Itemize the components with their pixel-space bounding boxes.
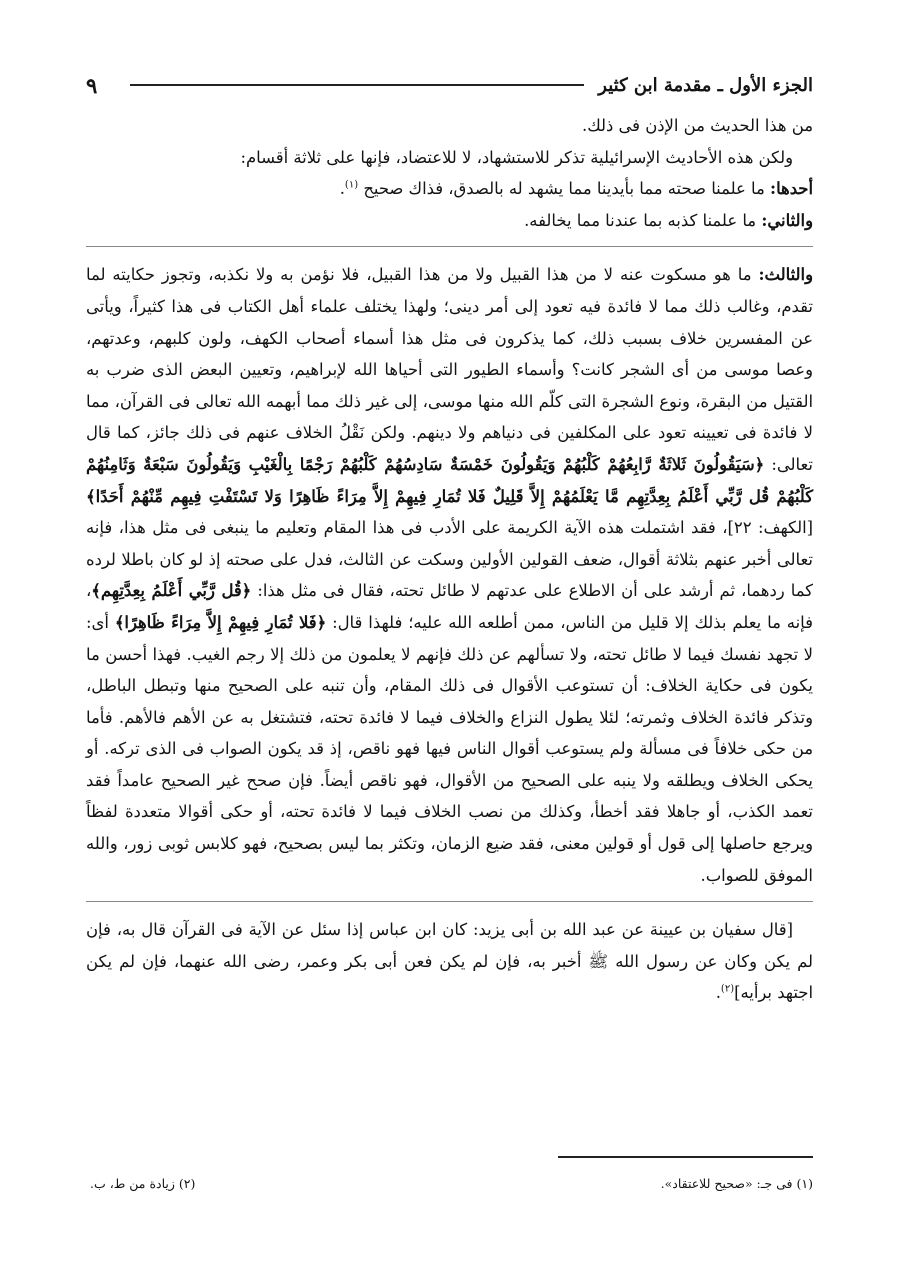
quran-verse-excerpt-2: ﴿فَلا تُمَارِ فِيهِمْ إِلاَّ مِرَاءً ظَاهِرًا﴾ — [114, 612, 327, 632]
paragraph-first-category — [86, 173, 813, 205]
second-category-label: والثاني: — [761, 210, 813, 230]
first-category-end: . — [339, 179, 345, 199]
running-head — [86, 70, 813, 100]
third-category-text-a: ما هو مسكوت عنه لا من هذا القبيل ولا من هذا القبيل، فلا نؤمن به ولا نكذبه، وتجوز حكايته لما تقدم، وغالب ذلك مما لا فائدة فيه تعود إلى أمر دينى؛ ولهذا يختلف علماء أهل الكتاب فى هذا كثيراً، ويأتى عن المفسرين خلاف بسبب ذلك، كما يذكرون فى مثل هذا أسماء أصحاب الكهف، ولون كلبهم، وعدتهم، وعصا موسى من أى الشجر كانت؟ وأسماء الطيور التى أحياها الله لإبراهيم، وتعيين البعض الذى ضرب به القتيل من البقرة، ونوع الشجرة التى كلّم الله منها موسى، إلى غير ذلك مما أبهمه الله تعالى فى القرآن، مما لا فائدة فى تعيينه تعود على المكلفين فى دنياهم ولا دينهم. ولكن نَقْلُ الخلاف عنهم فى ذلك جائز، كما قال تعالى: — [86, 265, 813, 474]
first-category-text: ما علمنا صحته مما بأيدينا مما يشهد له بالصدق، فذاك صحيح — [358, 179, 771, 199]
footnote-rule — [558, 1156, 813, 1158]
sufyan-quote-text: [قال سفيان بن عيينة عن عبد الله بن أبى يزيد: كان ابن عباس إذا سئل عن الآية فى القرآن قال به، فإن لم يكن وكان عن رسول الله ﷺ أخبر به، فإن لم يكن فعن أبى بكر وعمر، رضى الله عنهما، فإن لم يكن اجتهد برأيه] — [86, 920, 813, 1003]
footnotes — [90, 1176, 813, 1191]
footnote-1: (١) فى جـ: «صحيح للاعتقاد». — [660, 1176, 813, 1191]
paragraph-third-category — [86, 259, 813, 891]
third-category-label: والثالث: — [758, 265, 813, 285]
paragraph-continuation: من هذا الحديث من الإذن فى ذلك. — [581, 116, 813, 135]
quran-verse-kahf-22: ﴿سَيَقُولُونَ ثَلاثَةٌ رَّابِعُهُمْ كَلْبُهُمْ وَيَقُولُونَ خَمْسَةٌ سَادِسُهُمْ كَلْبُهُمْ رَجْمًا بِالْغَيْبِ وَيَقُولُونَ سَبْعَةٌ وَثَامِنُهُمْ كَلْبُهُمْ قُل رَّبِّي أَعْلَمُ بِعِدَّتِهِم مَّا يَعْلَمُهُمْ إِلاَّ قَلِيلٌ فَلا تُمَارِ فِيهِمْ إِلاَّ مِرَاءً ظَاهِرًا وَلا تَسْتَفْتِ فِيهِم مِّنْهُمْ أَحَدًا﴾ — [86, 454, 813, 506]
section-divider — [86, 246, 813, 247]
third-category-text-c: ، فإنه ما يعلم بذلك إلا قليل من الناس، ممن أطلعه الله عليه؛ فلهذا قال: — [86, 581, 813, 632]
third-category-text-b: [الكهف: ٢٢]، فقد اشتملت هذه الآية الكريمة على الأدب فى هذا المقام وتعليم ما ينبغى فى مثل هذا، فإنه تعالى أخبر عنهم بثلاثة أقوال، ضعف القولين الأولين وسكت عن الثالث، فدل على صحته إذ لو كان باطلا لرده كما ردهما، ثم أرشد على أن الاطلاع على عدتهم لا طائل تحته، فقال فى مثل هذا: — [86, 518, 814, 601]
paragraph-second-category — [86, 205, 813, 237]
page-number: ٩ — [86, 72, 98, 98]
footnote-2: (٢) زيادة من ط، ب. — [90, 1176, 196, 1191]
running-title: الجزء الأول ـ مقدمة ابن كثير — [598, 74, 813, 96]
quran-verse-excerpt-1: ﴿قُل رَّبِّي أَعْلَمُ بِعِدَّتِهِم﴾ — [91, 581, 252, 601]
footnote-ref-2[interactable]: (٢) — [720, 983, 735, 995]
second-category-text: ما علمنا كذبه بما عندنا مما يخالفه. — [524, 210, 762, 230]
first-category-label: أحدها: — [770, 179, 813, 199]
body-text — [86, 110, 813, 1009]
sufyan-quote-end: . — [715, 983, 721, 1003]
paragraph-sufyan-quote — [86, 914, 813, 1009]
paragraph-intro: ولكن هذه الأحاديث الإسرائيلية تذكر للاستشهاد، لا للاعتضاد، فإنها على ثلاثة أقسام: — [240, 147, 793, 167]
header-rule — [130, 84, 584, 86]
section-divider — [86, 901, 813, 902]
third-category-text-d: أى: لا تجهد نفسك فيما لا طائل تحته، ولا تسألهم عن ذلك فإنهم لا يعلمون من ذلك إلا رجم الغيب. فهذا أحسن ما يكون فى حكاية الخلاف: أن تستوعب الأقوال فى ذلك المقام، وأن تنبه على الصحيح منها وتبطل الباطل، وتذكر فائدة الخلاف وثمرته؛ لئلا يطول النزاع والخلاف فيما لا فائدة تحته، فتشتغل به عن الأهم فالأهم. فأما من حكى خلافاً فى مسألة ولم يستوعب أقوال الناس فيها فهو ناقص، إذ قد يكون الصواب فى الذى تركه. أو يحكى الخلاف ويطلقه ولا ينبه على الصحيح من الأقوال، فهو ناقص أيضاً. فإن صحح غير الصحيح عامداً فقد تعمد الكذب، أو جاهلا فقد أخطأ، وكذلك من نصب الخلاف فيما لا فائدة تحته، أو حكى أقوالا متعددة لفظاً ويرجع حاصلها إلى قول أو قولين معنى، فقد ضيع الزمان، وتكثر بما ليس بصحيح، فهو كلابس ثوبى زور، والله الموفق للصواب. — [86, 612, 813, 885]
footnote-ref-1[interactable]: (١) — [344, 179, 359, 191]
